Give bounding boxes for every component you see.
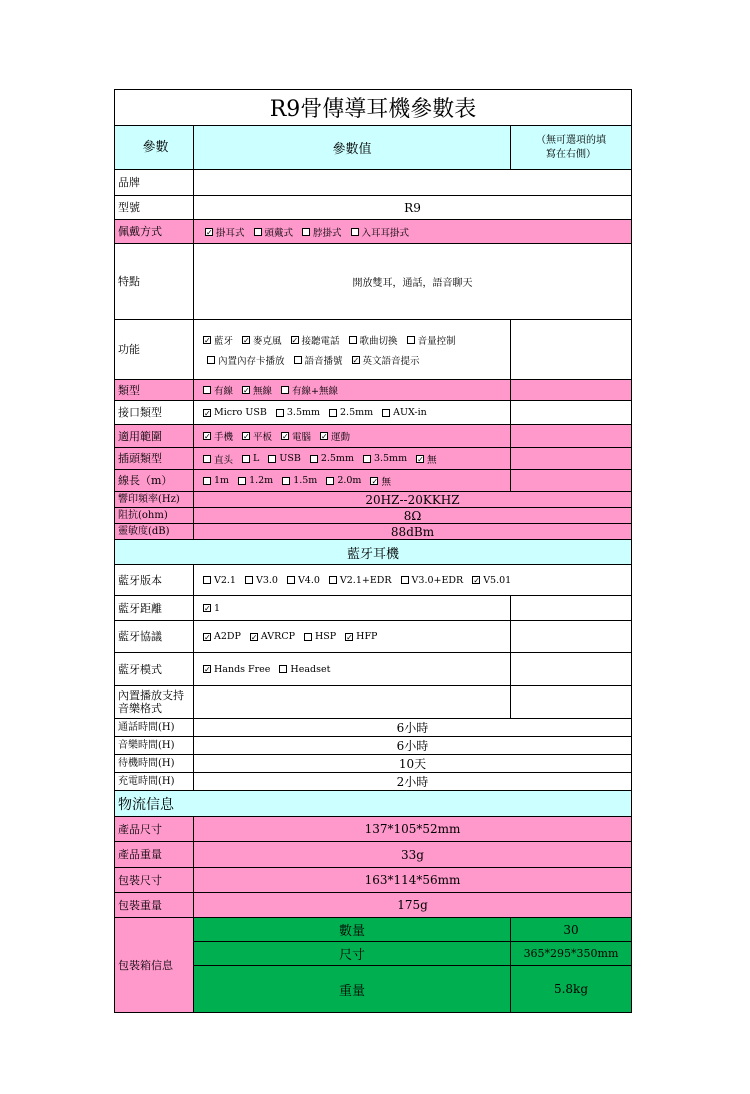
option-label: 掛耳式 [216,227,245,239]
option-label: HSP [314,631,337,642]
option-label: Headset [290,663,331,675]
unchecked-box-icon [329,409,337,417]
option-label: 有線+無線 [292,386,338,397]
row-wear [114,220,632,244]
unchecked-box-icon [245,576,253,584]
row-note [511,380,631,400]
option-item [345,631,377,642]
function-line-2 [203,350,429,370]
row-value: 163*114*56mm [364,873,461,887]
row-label: 佩戴方式 [115,220,194,243]
row-note [511,596,631,620]
row-music-time [114,737,632,755]
option-label: 接聽電話 [301,335,340,347]
row-function [114,320,632,380]
carton-row-qty [194,918,631,942]
unchecked-box-icon [363,455,371,463]
checked-box-icon [416,455,424,463]
row-label: 品牌 [115,170,194,195]
option-item [205,225,245,239]
option-item [351,225,410,239]
option-item [370,474,391,488]
carton-value: 365*295*350mm [523,947,619,960]
checked-box-icon [203,604,211,612]
option-label: 3.5mm [373,453,408,464]
row-value: 175g [397,898,428,912]
option-label: 英文語音提示 [362,355,420,367]
checked-box-icon [345,633,353,641]
option-label: 1m [214,475,230,486]
row-label: 內置播放支持音樂格式 [115,686,194,718]
row-value: 6小時 [396,721,429,735]
option-label: 入耳耳掛式 [361,227,410,239]
spec-sheet [114,89,632,1013]
option-item [282,475,317,486]
row-bt-protocol [114,621,632,653]
option-item [291,333,340,347]
row-label: 特點 [115,244,194,319]
unchecked-box-icon [203,455,211,463]
row-note [511,686,631,718]
row-interface [114,401,632,425]
checked-box-icon [352,356,360,364]
row-value [194,170,631,195]
option-label: 2.5mm [320,453,354,464]
row-value: R9 [404,200,421,215]
option-item [203,429,233,443]
function-line-1 [203,330,465,350]
option-item [203,664,270,675]
option-label: 無 [381,476,391,488]
row-bt-formats [114,686,632,719]
option-item [254,225,294,239]
option-item [349,333,398,347]
carton-value: 5.8kg [553,982,589,996]
row-label: 充電時間(H) [115,773,194,790]
wear-options [194,220,631,243]
row-note [511,320,631,379]
row-label: 音樂時間(H) [115,737,194,754]
row-pack-size [114,868,632,893]
option-item [203,383,233,397]
option-item [276,407,320,418]
row-label: 包裝尺寸 [115,868,194,892]
option-label: V3.0 [255,574,278,586]
row-note [511,470,631,491]
option-label: 無線 [253,386,273,397]
row-impedance [114,508,632,524]
option-label: 2.0m [337,475,362,486]
checked-box-icon [203,336,211,344]
row-label: 適用範圍 [115,425,194,447]
row-feature [114,244,632,320]
option-item [416,452,437,466]
row-label: 通話時間(H) [115,719,194,736]
row-talk-time [114,719,632,737]
header-value: 參數值 [194,126,511,169]
row-value: 33g [401,847,424,862]
unchecked-box-icon [349,336,357,344]
row-type [114,380,632,401]
unchecked-box-icon [254,228,262,236]
option-label: 頭戴式 [264,227,294,239]
row-sensitivity [114,524,632,540]
carton-name: 重量 [194,966,511,1012]
row-cable [114,470,632,492]
option-item [352,353,420,367]
option-label: USB [279,453,301,464]
option-item [242,453,259,464]
option-item [281,429,311,443]
cable-options [194,470,511,491]
unchecked-box-icon [310,455,318,463]
option-label: 音量控制 [417,335,456,347]
option-item [382,407,427,418]
row-label: 產品重量 [115,842,194,867]
row-label: 線長（m） [115,470,194,491]
option-item [310,453,354,464]
option-label: 平板 [253,432,273,443]
function-options [194,320,511,379]
checked-box-icon [203,409,211,417]
unchecked-box-icon [238,477,246,485]
option-label: Micro USB [214,407,267,418]
row-label: 類型 [115,380,194,400]
option-item [250,631,295,642]
interface-options [194,401,511,424]
option-label: V2.1 [214,574,236,586]
checked-box-icon [320,432,328,440]
checked-box-icon [242,432,250,440]
row-plug [114,448,632,470]
unchecked-box-icon [276,409,284,417]
option-item [245,575,278,586]
scope-options [194,425,511,447]
unchecked-box-icon [279,665,287,673]
option-item [203,407,267,418]
carton-name: 數量 [194,918,511,941]
row-label: 藍牙版本 [115,565,194,595]
row-label: 接口類型 [115,401,194,424]
option-label: Hands Free [214,663,271,675]
option-item [242,429,272,443]
row-note [511,621,631,652]
title-row [114,89,632,126]
option-label: 有線 [214,386,234,397]
option-label: 直头 [214,454,234,466]
row-note [511,401,631,424]
option-label: 脖掛式 [313,227,342,239]
row-label: 響印頻率(Hz) [115,492,194,507]
unchecked-box-icon [282,477,290,485]
option-label: 2.5mm [340,407,374,418]
checked-box-icon [203,633,211,641]
checked-box-icon [291,336,299,344]
option-label: V3.0+EDR [411,574,464,586]
row-note [511,425,631,447]
row-value: 88dBm [390,524,435,539]
option-item [407,333,456,347]
row-value: 2小時 [396,775,429,789]
checked-box-icon [203,432,211,440]
carton-name: 尺寸 [194,942,511,965]
sheet-title: R9骨傳導耳機參數表 [269,97,477,122]
plug-options [194,448,511,469]
unchecked-box-icon [203,576,211,584]
unchecked-box-icon [302,228,310,236]
bt-formats-value [194,686,511,718]
bt-protocol-options [194,621,511,652]
option-item [472,575,511,586]
option-item [302,225,342,239]
row-charge-time [114,773,632,791]
option-label: AVRCP [260,631,295,642]
row-note [511,653,631,685]
row-model [114,196,632,220]
row-bt-version [114,565,632,596]
option-item [268,453,301,464]
option-item [329,407,373,418]
row-label: 功能 [115,320,194,379]
row-frequency [114,492,632,508]
option-label: 1.5m [293,475,318,486]
row-value: 10天 [398,757,427,771]
bt-version-options [194,565,631,595]
row-carton [114,918,632,1013]
header-row [114,126,632,170]
option-item [304,631,336,642]
unchecked-box-icon [304,633,312,641]
row-value: 8Ω [403,508,422,523]
logistics-section-title: 物流信息 [118,796,174,813]
unchecked-box-icon [203,477,211,485]
row-label: 阻抗(ohm) [115,508,194,523]
row-pack-weight [114,893,632,918]
option-item [203,452,233,466]
row-value: 20HZ--20KKHZ [365,492,460,507]
option-item [279,664,330,675]
unchecked-box-icon [207,356,215,364]
option-item [329,575,392,586]
option-label: 運動 [331,432,351,443]
option-label: 語音播號 [304,355,343,367]
carton-value: 30 [563,922,579,937]
option-item [203,333,233,347]
row-label: 插頭類型 [115,448,194,469]
unchecked-box-icon [287,576,295,584]
row-label: 靈敏度(dB) [115,524,194,539]
checked-box-icon [242,336,250,344]
unchecked-box-icon [351,228,359,236]
option-label: 藍牙 [214,335,234,347]
option-label: 3.5mm [286,407,320,418]
unchecked-box-icon [203,386,211,394]
row-label: 待機時間(H) [115,755,194,772]
row-note [511,448,631,469]
row-product-size [114,817,632,842]
option-item [203,631,241,642]
row-label: 包裝箱信息 [115,918,194,1012]
option-item [242,333,282,347]
unchecked-box-icon [242,455,250,463]
row-label: 產品尺寸 [115,817,194,841]
unchecked-box-icon [281,386,289,394]
option-item [363,453,407,464]
option-item [281,383,338,397]
option-item [294,353,343,367]
row-value: 開放雙耳，通話，語音聊天 [352,278,473,289]
option-label: 麥克風 [253,335,282,347]
row-bt-distance [114,596,632,621]
bt-distance-options [194,596,511,620]
option-label: 電腦 [292,432,312,443]
option-item [401,575,464,586]
option-label: 手機 [214,432,234,443]
unchecked-box-icon [382,409,390,417]
unchecked-box-icon [294,356,302,364]
row-product-weight [114,842,632,868]
checked-box-icon [281,432,289,440]
checked-box-icon [250,633,258,641]
row-bt-mode [114,653,632,686]
option-item [287,575,320,586]
carton-row-weight [194,966,631,1012]
row-label: 藍牙模式 [115,653,194,685]
option-label: 內置內存卡播放 [218,355,285,367]
row-standby-time [114,755,632,773]
option-label: V2.1+EDR [339,574,392,586]
header-note: （無可選項的填寫在右側） [536,134,606,160]
option-item [207,353,285,367]
option-item [203,475,229,486]
checked-box-icon [370,477,378,485]
option-label: L [253,453,260,464]
option-label: 無 [427,454,437,466]
option-item [242,383,272,397]
unchecked-box-icon [268,455,276,463]
option-item [326,475,361,486]
option-item [320,429,350,443]
checked-box-icon [472,576,480,584]
bt-section-row [114,540,632,565]
option-label: 1.2m [249,475,274,486]
row-value: 137*105*52mm [364,822,461,836]
row-label: 型號 [115,196,194,219]
option-label: V5.01 [483,574,512,586]
unchecked-box-icon [401,576,409,584]
option-item [203,575,236,586]
option-label: 歌曲切換 [359,335,398,347]
row-value: 6小時 [396,739,429,753]
option-item [203,603,220,614]
checked-box-icon [242,386,250,394]
option-label: AUX-in [393,407,427,418]
row-label: 包裝重量 [115,893,194,917]
checked-box-icon [203,665,211,673]
checked-box-icon [205,228,213,236]
option-label: HFP [356,631,378,642]
type-options [194,380,511,400]
row-brand [114,170,632,196]
row-label: 藍牙協議 [115,621,194,652]
carton-row-size [194,942,631,966]
header-param: 參數 [115,126,194,169]
row-scope [114,425,632,448]
unchecked-box-icon [329,576,337,584]
logistics-section-row [114,791,632,817]
option-label: V4.0 [297,574,320,586]
option-item [238,475,273,486]
option-label: A2DP [214,631,241,642]
unchecked-box-icon [407,336,415,344]
bt-section-title: 藍牙耳機 [346,546,399,562]
unchecked-box-icon [326,477,334,485]
row-label: 藍牙距離 [115,596,194,620]
bt-mode-options [194,653,511,685]
option-label: 1 [214,602,221,614]
